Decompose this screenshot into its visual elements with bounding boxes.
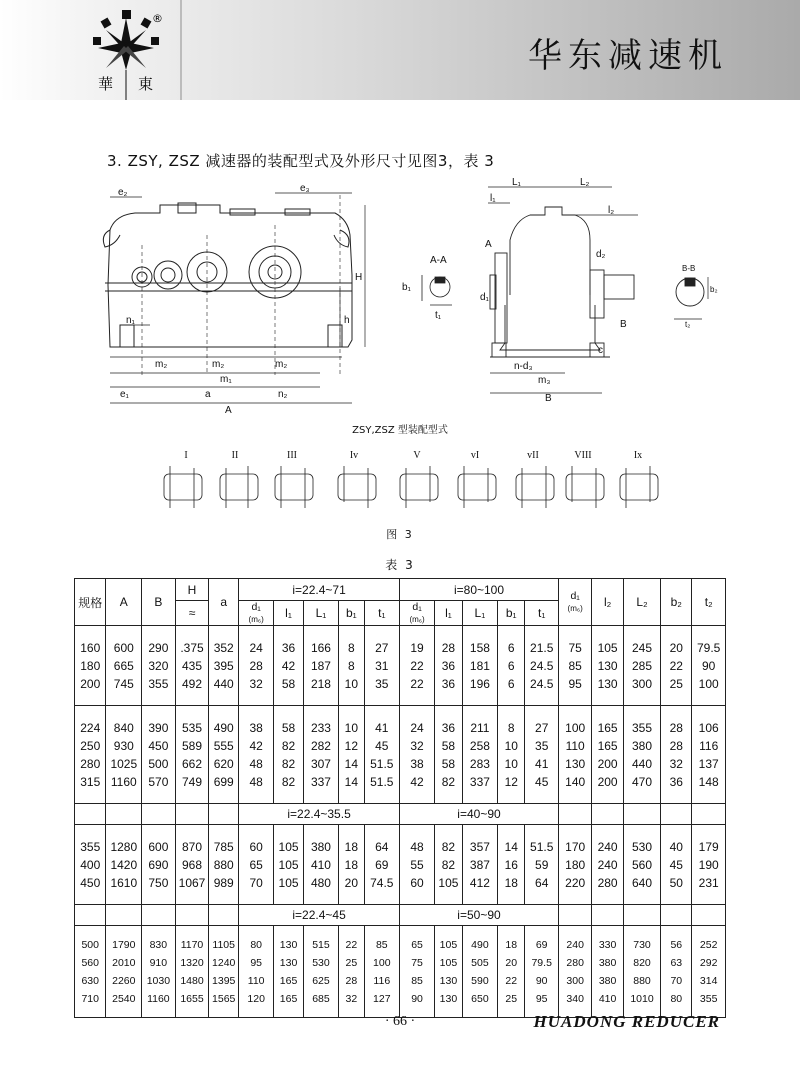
h-d1-out: d₁ (m₆) xyxy=(558,579,591,626)
dim-nd3: n-d₃ xyxy=(514,361,533,372)
table-group-4 xyxy=(75,926,726,1018)
cell-B: 290 320 355 xyxy=(142,626,176,706)
dim-t2: t₂ xyxy=(685,320,691,329)
cell-l2: 105 130 130 xyxy=(592,626,623,706)
page-header xyxy=(0,0,800,100)
h-L1-a: L₁ xyxy=(303,601,338,626)
cell-d1b: 19 22 22 xyxy=(400,626,435,706)
cell-L2: 730 820 880 1010 xyxy=(623,926,660,1018)
cell-a: 785 880 989 xyxy=(209,825,239,905)
dim-A: A xyxy=(225,405,232,416)
cell-L1a: 166 187 218 xyxy=(303,626,338,706)
cell-L1b: 357 387 412 xyxy=(462,825,497,905)
assembly-caption: ZSY,ZSZ 型装配型式 xyxy=(352,425,448,436)
cell-H: 870 968 1067 xyxy=(175,825,209,905)
dim-n1: n₁ xyxy=(126,315,135,326)
cell-L1b: 490 505 590 650 xyxy=(462,926,497,1018)
cell-d1a: 24 28 32 xyxy=(239,626,274,706)
h-L2: L₂ xyxy=(623,579,660,626)
cell-A: 1280 1420 1610 xyxy=(106,825,142,905)
cell-t1b: 51.5 59 64 xyxy=(525,825,559,905)
section-AA: A-A xyxy=(430,255,447,266)
h-A: A xyxy=(106,579,142,626)
cell-t2: 79.5 90 100 xyxy=(692,626,726,706)
cell-t1b: 27 35 41 45 xyxy=(525,706,559,804)
dim-e2: e₂ xyxy=(118,187,128,198)
cell-b2: 28 28 32 36 xyxy=(661,706,692,804)
table-group-2 xyxy=(75,706,726,804)
cell-l1b: 82 82 105 xyxy=(435,825,463,905)
cell-d1: 100 110 130 140 xyxy=(558,706,591,804)
cell-t1a: 41 45 51.5 51.5 xyxy=(364,706,399,804)
cell-L2: 530 560 640 xyxy=(623,825,660,905)
cell-a: 1105 1240 1395 1565 xyxy=(209,926,239,1018)
cell-A: 1790 2010 2260 2540 xyxy=(106,926,142,1018)
h-l1-a: l₁ xyxy=(274,601,304,626)
cell-b1a: 18 18 20 xyxy=(339,825,364,905)
cell-t2: 252 292 314 355 xyxy=(692,926,726,1018)
page-number: · 66 · xyxy=(384,1014,416,1029)
cell-d1b: 65 75 85 90 xyxy=(400,926,435,1018)
cell-b1b: 8 10 10 12 xyxy=(498,706,525,804)
dim-e3: e₃ xyxy=(300,183,310,194)
section-mark-B: B xyxy=(620,319,627,330)
cell-b2: 20 22 25 xyxy=(661,626,692,706)
range-3: i=22.4~35.5 xyxy=(239,804,400,825)
cell-d1a: 60 65 70 xyxy=(239,825,274,905)
cell-d1a: 80 95 110 120 xyxy=(239,926,274,1018)
cell-L1b: 158 181 196 xyxy=(462,626,497,706)
dim-m1: m₁ xyxy=(220,374,232,385)
reducer-drawing xyxy=(90,175,730,424)
cell-l1b: 36 58 58 82 xyxy=(435,706,463,804)
dim-H: H xyxy=(355,272,363,283)
range-6: i=50~90 xyxy=(400,905,559,926)
cell-B: 390 450 500 570 xyxy=(142,706,176,804)
cell-b1b: 18 20 22 25 xyxy=(498,926,525,1018)
cell-l2: 165 165 200 200 xyxy=(592,706,623,804)
h-b2: b₂ xyxy=(661,579,692,626)
cell-l1a: 36 42 58 xyxy=(274,626,304,706)
assembly-type-6: vI xyxy=(470,450,480,461)
cell-l1a: 58 82 82 82 xyxy=(274,706,304,804)
cell-L2: 355 380 440 470 xyxy=(623,706,660,804)
dim-m3: m₃ xyxy=(538,375,551,386)
table-group-3 xyxy=(75,825,726,905)
cell-l1a: 130 130 165 165 xyxy=(274,926,304,1018)
cell-t1a: 85 100 116 127 xyxy=(364,926,399,1018)
section-heading: 3. ZSY, ZSZ 减速器的装配型式及外形尺寸见图3，表 3 xyxy=(107,152,495,170)
h-b1-a: b₁ xyxy=(339,601,364,626)
cell-d1: 170 180 220 xyxy=(558,825,591,905)
assembly-type-3: III xyxy=(287,450,297,461)
cell-l2: 240 240 280 xyxy=(592,825,623,905)
logo-char-left: 華 xyxy=(98,75,114,93)
cell-l1b: 28 36 36 xyxy=(435,626,463,706)
registered-mark: ® xyxy=(152,12,163,25)
h-L1-b: L₁ xyxy=(462,601,497,626)
cell-d1: 240 280 300 340 xyxy=(558,926,591,1018)
assembly-type-2: II xyxy=(231,450,239,461)
cell-t1b: 21.5 24.5 24.5 xyxy=(525,626,559,706)
h-range-1: i=22.4~71 xyxy=(239,579,400,601)
header-divider xyxy=(180,0,182,100)
header-row-1 xyxy=(75,579,726,601)
dim-L2: L₂ xyxy=(580,177,590,188)
range-4: i=40~90 xyxy=(400,804,559,825)
dim-d2: d₂ xyxy=(596,249,606,260)
cell-t1a: 27 31 35 xyxy=(364,626,399,706)
cell-t1a: 64 69 74.5 xyxy=(364,825,399,905)
assembly-type-5: V xyxy=(413,450,421,461)
h-approx: ≈ xyxy=(175,601,209,626)
range-row-1 xyxy=(75,804,726,825)
h-t2: t₂ xyxy=(692,579,726,626)
assembly-type-1: I xyxy=(184,450,188,461)
cell-spec: 500 560 630 710 xyxy=(75,926,106,1018)
h-l1-b: l₁ xyxy=(435,601,463,626)
h-t1-b: t₁ xyxy=(525,601,559,626)
dim-d1: d₁ xyxy=(480,292,489,303)
dim-l1: l₁ xyxy=(490,193,496,204)
cell-b2: 56 63 70 80 xyxy=(661,926,692,1018)
cell-b1a: 8 8 10 xyxy=(339,626,364,706)
cell-l2: 330 380 380 410 xyxy=(592,926,623,1018)
cell-t1b: 69 79.5 90 95 xyxy=(525,926,559,1018)
dim-c: c xyxy=(598,345,603,356)
cell-b2: 40 45 50 xyxy=(661,825,692,905)
cell-t2: 106 116 137 148 xyxy=(692,706,726,804)
cell-H: .375 435 492 xyxy=(175,626,209,706)
dim-l2: l₂ xyxy=(608,205,615,216)
cell-L1a: 515 530 625 685 xyxy=(303,926,338,1018)
dim-a: a xyxy=(205,389,211,400)
assembly-diagrams xyxy=(150,462,670,512)
cell-spec: 224 250 280 315 xyxy=(75,706,106,804)
dimension-drawing xyxy=(90,175,730,420)
cell-L1b: 211 258 283 337 xyxy=(462,706,497,804)
h-t1-a: t₁ xyxy=(364,601,399,626)
dim-b2: b₂ xyxy=(710,285,718,294)
dim-B: B xyxy=(545,393,552,404)
dimension-table xyxy=(74,578,726,1018)
section-BB: B-B xyxy=(682,264,696,273)
cell-l1b: 105 105 130 130 xyxy=(435,926,463,1018)
cell-l1a: 105 105 105 xyxy=(274,825,304,905)
h-a: a xyxy=(209,579,239,626)
dim-m2-mid: m₂ xyxy=(212,359,225,370)
cell-a: 352 395 440 xyxy=(209,626,239,706)
h-d1-a: d₁ (m₆) xyxy=(239,601,274,626)
section-mark-A: A xyxy=(485,239,492,250)
cell-spec: 355 400 450 xyxy=(75,825,106,905)
range-row-2 xyxy=(75,905,726,926)
dim-L1: L₁ xyxy=(512,177,521,188)
cell-A: 600 665 745 xyxy=(106,626,142,706)
h-range-2: i=80~100 xyxy=(400,579,559,601)
assembly-type-8: VIII xyxy=(574,450,592,461)
cell-d1a: 38 42 48 48 xyxy=(239,706,274,804)
h-b1-b: b₁ xyxy=(498,601,525,626)
h-l2: l₂ xyxy=(592,579,623,626)
h-d1-b: d₁ (m₆) xyxy=(400,601,435,626)
cell-H: 535 589 662 749 xyxy=(175,706,209,804)
cell-d1b: 24 32 38 42 xyxy=(400,706,435,804)
figure-label: 图 3 xyxy=(386,528,414,541)
cell-b1b: 14 16 18 xyxy=(498,825,525,905)
dim-m2-right: m₂ xyxy=(275,359,288,370)
cell-spec: 160 180 200 xyxy=(75,626,106,706)
cell-b1a: 10 12 14 14 xyxy=(339,706,364,804)
cell-B: 830 910 1030 1160 xyxy=(142,926,176,1018)
dim-b1: b₁ xyxy=(402,282,411,293)
footer-brand: HUADONG REDUCER xyxy=(533,1012,720,1031)
dim-h: h xyxy=(344,315,350,326)
cell-L1a: 380 410 480 xyxy=(303,825,338,905)
cell-a: 490 555 620 699 xyxy=(209,706,239,804)
dim-t1: t₁ xyxy=(435,310,442,321)
cell-b1b: 6 6 6 xyxy=(498,626,525,706)
dim-n2: n₂ xyxy=(278,389,288,400)
range-5: i=22.4~45 xyxy=(239,905,400,926)
brand-title: 华东减速机 xyxy=(528,36,728,76)
h-spec: 规格 xyxy=(75,579,106,626)
assembly-type-9: Ix xyxy=(633,450,643,461)
assembly-type-4: Iv xyxy=(349,450,359,461)
cell-t2: 179 190 231 xyxy=(692,825,726,905)
h-B: B xyxy=(142,579,176,626)
cell-L2: 245 285 300 xyxy=(623,626,660,706)
cell-H: 1170 1320 1480 1655 xyxy=(175,926,209,1018)
table-title: 表 3 xyxy=(385,558,415,572)
dim-e1: e₁ xyxy=(120,389,129,400)
cell-b1a: 22 25 28 32 xyxy=(339,926,364,1018)
assembly-type-7: vII xyxy=(527,450,539,461)
logo-char-right: 東 xyxy=(138,75,154,93)
cell-L1a: 233 282 307 337 xyxy=(303,706,338,804)
cell-B: 600 690 750 xyxy=(142,825,176,905)
table-group-1 xyxy=(75,626,726,706)
cell-A: 840 930 1025 1160 xyxy=(106,706,142,804)
cell-d1: 75 85 95 xyxy=(558,626,591,706)
dim-m2-left: m₂ xyxy=(155,359,168,370)
cell-d1b: 48 55 60 xyxy=(400,825,435,905)
h-H: H xyxy=(175,579,209,601)
